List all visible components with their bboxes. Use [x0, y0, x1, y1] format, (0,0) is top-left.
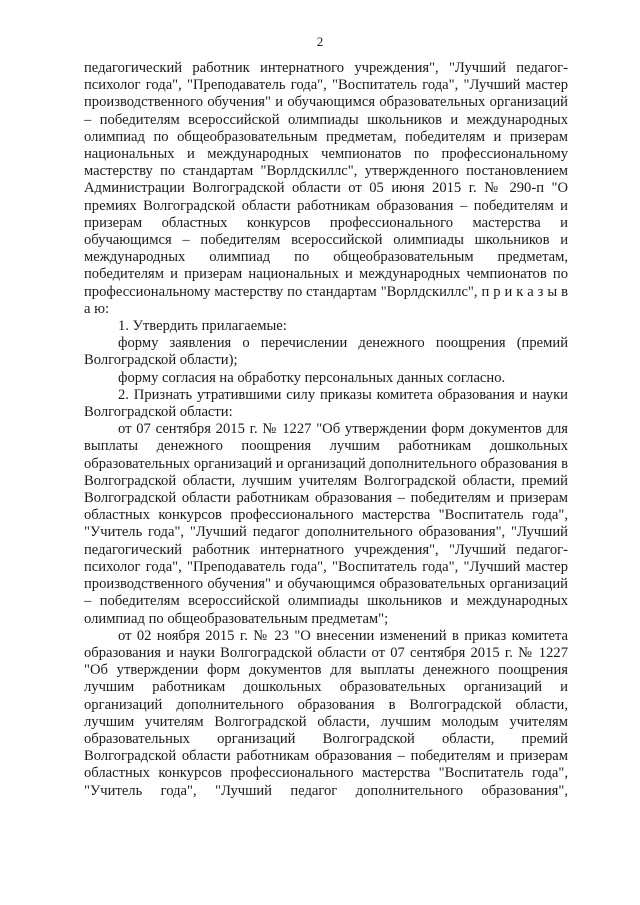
paragraph-item-2: 2. Признать утратившими силу приказы комитета образования и науки Волгоградской области:	[84, 386, 568, 421]
paragraph-form-consent: форму согласия на обработку персональных данных согласно.	[118, 369, 506, 386]
paragraph-item-1: 1. Утвердить прилагаемые:	[118, 318, 287, 335]
paragraph-form-application: форму заявления о перечислении денежного поощрения (премий Волгоградской области);	[84, 335, 568, 369]
paragraph-order-1227: от 07 сентября 2015 г. № 1227 "Об утверждении форм документов для выплаты денежного поощрения лучшим работникам дошкольных образовательных организаций и организаций дополнительного образования в Волгоградской области, лучшим учителям Волгоградской области, премий Волгоградской области работникам образования – победителям и призерам областных конкурсов профессионального мастерства "Воспитатель года", "Учитель года", "Лучший педагог дополнительного образования", "Лучший педагогический работник интернатного учреждения", "Лучший педагог-психолог года", "Преподаватель года", "Воспитатель года", "Лучший мастер производственного обучения" и обучающимся образовательных организаций – победителям всероссийской олимпиады школьников и международных олимпиад по общеобразовательным предметам";	[84, 421, 568, 627]
paragraph-order-23: от 02 ноября 2015 г. № 23 "О внесении изменений в приказ комитета образования и науки Волгоградской области от 07 сентября 2015 г. № 1227 "Об утверждении форм документов для выплаты денежного поощрения лучшим работникам дошкольных образовательных организаций и организаций дополнительного образования в Волгоградской области, лучшим учителям Волгоградской области, лучшим молодым учителям образовательных организаций Волгоградской области, премий Волгоградской области работникам образования – победителям и призерам областных конкурсов профессионального мастерства "Воспитатель года", "Учитель года", "Лучший педагог дополнительного образования",	[84, 627, 568, 799]
page-number: 2	[316, 34, 324, 49]
paragraph-continuation: педагогический работник интернатного учреждения", "Лучший педагог-психолог года", "Преподаватель года", "Воспитатель года", "Лучший мастер производственного обучения" и обучающимся образовательных организаций – победителям всероссийской олимпиады школьников и международных олимпиад по общеобразовательным предметам, победителям и призерам национальных и международных чемпионатов по профессиональному мастерству по стандартам "Ворлдскиллс", утвержденного постановлением Администрации Волгоградской области от 05 июня 2015 г. № 290-п "О премиях Волгоградской области работникам образования – победителям и призерам областных конкурсов профессионального мастерства и обучающимся – победителям всероссийской олимпиады школьников и международных олимпиад по общеобразовательным предметам, победителям и призерам национальных и международных чемпионатов по профессиональному мастерству по стандартам "Ворлдскиллс", п р и к а з ы в а ю:	[84, 60, 568, 317]
document-body	[84, 60, 568, 800]
